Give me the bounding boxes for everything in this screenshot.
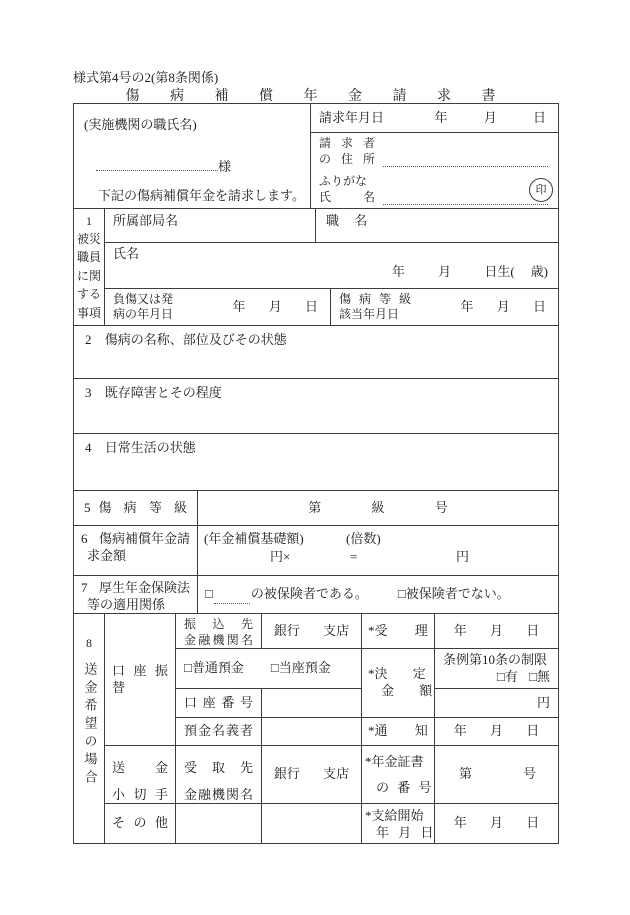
kettei-yen-cell: 円 [435, 689, 558, 718]
deposit-type-cell [176, 649, 362, 689]
sonota-cell [105, 804, 176, 843]
blank-cell-2 [262, 804, 362, 843]
section8-label-cell [74, 614, 105, 843]
shikyu-kaishi-cell: *支給開始 年 月 日 [362, 804, 435, 843]
futsu-yokin-checkbox[interactable]: □普通預金 [184, 660, 244, 676]
request-date-cell [311, 104, 558, 133]
section1-label-cell [74, 209, 105, 326]
request-date-label: 請求年月日 [319, 109, 385, 125]
section5-content: 第 級 号 [308, 499, 448, 515]
multiplier-label: (倍数) [346, 531, 381, 546]
injury-date-cell [105, 289, 331, 326]
insured-yes-checkbox[interactable]: □ [205, 586, 213, 602]
section5-content-cell [198, 491, 558, 526]
furikae-label: 口 座 振 替 [112, 662, 168, 695]
uketorisaki-cell: 受 取 先 金融機関名 [176, 746, 262, 804]
sokin-kogitte-cell: 送 金 小 切 手 [105, 746, 176, 804]
yen-label: 円 [456, 549, 470, 564]
section6-number: 6 [81, 531, 88, 546]
account-number-value-cell[interactable] [262, 689, 362, 718]
section7-number: 7 [81, 580, 88, 595]
request-statement: 下記の傷病補償年金を請求します。 [98, 187, 305, 203]
request-date-ymd: 年 月 日 [434, 109, 546, 125]
section3-title: 既存障害とその程度 [104, 385, 222, 400]
claimant-address-row [311, 133, 558, 170]
section7-label-cell: 7 厚生年金保険法 等の適用関係 [74, 576, 198, 614]
sonota-label: そ の 他 [112, 815, 168, 831]
injury-date-label: 負傷又は発 病の年月日 [113, 291, 174, 321]
name-label: 氏 名 [319, 189, 375, 204]
section7-content-cell [198, 576, 558, 614]
grade-date-ymd: 年 月 日 [460, 298, 546, 314]
section4-cell [74, 434, 558, 491]
blank-cell-1 [176, 804, 262, 843]
insured-no-checkbox[interactable]: □被保険者でない。 [397, 586, 510, 602]
section3-cell [74, 379, 558, 434]
section8-number: 8 [86, 636, 92, 650]
cert-number-prefix: 第 [459, 766, 473, 782]
tsuchi-ymd-cell: 年 月 日 [435, 718, 558, 746]
cert-number-cell [435, 746, 558, 804]
section6-content-cell [198, 526, 558, 576]
seal-mark: 印 [529, 178, 553, 202]
injury-date-ymd: 年 月 日 [232, 298, 318, 314]
grade-date-cell [331, 289, 558, 326]
insured-type-fill[interactable] [214, 588, 250, 604]
toza-yokin-checkbox[interactable]: □当座預金 [270, 660, 331, 676]
form-number: 様式第4号の2(第8条関係) [73, 70, 219, 85]
pension-cert-cell: *年金証書 の 番 号 [362, 746, 435, 804]
claimant-address-fill[interactable] [383, 151, 548, 167]
juri-cell [362, 614, 435, 649]
base-amount-label: (年金補償基礎額) [204, 531, 304, 546]
bank-branch-cell-1: 銀行 支店 [262, 614, 362, 649]
section5-label-cell [74, 491, 198, 526]
addressee-line [96, 155, 310, 176]
section6-label-cell: 6 傷病補償年金請 求金額 [74, 526, 198, 576]
section1-number: 1 [86, 214, 92, 228]
agency-label: (実施機関の職氏名) [84, 117, 197, 132]
section4-title: 日常生活の状態 [104, 440, 196, 455]
agency-cell [74, 104, 311, 209]
claimant-address-label: 請 求 者 の 住 所 [319, 136, 375, 166]
grade-date-label: 傷 病 等 級 該当年月日 [339, 291, 411, 321]
claimant-name-row [311, 170, 558, 207]
furigana-label: ふりがな [319, 174, 368, 188]
kettei-cell: *決 定 金 額 [362, 649, 435, 718]
department-cell [105, 209, 316, 243]
section5-label: 傷 病 等 級 [98, 499, 187, 515]
jorei-no-checkbox[interactable]: □無 [529, 668, 550, 684]
bank-branch-cell-2: 銀行 支店 [262, 746, 362, 804]
claimant-name-fill[interactable] [383, 189, 548, 205]
claimant-name-label [319, 174, 375, 207]
juri-label: *受 理 [368, 622, 428, 638]
employee-name-cell [105, 243, 558, 289]
equals-sign: = [350, 549, 358, 564]
form-table [73, 103, 559, 844]
section4-number: 4 [85, 440, 92, 455]
department-label: 所属部局名 [113, 213, 179, 228]
section3-number: 3 [85, 385, 92, 400]
section2-title: 傷病の名称、部位及びその状態 [104, 332, 287, 347]
account-number-label-cell: 口 座 番 号 [176, 689, 262, 718]
insured-yes-label: の被保険者である。 [250, 586, 368, 602]
position-label: 職 名 [326, 213, 368, 228]
jorei-label: 条例第10条の制限 [443, 652, 548, 667]
section2-number: 2 [85, 332, 92, 347]
addressee-fill[interactable] [96, 155, 218, 171]
position-cell [316, 209, 558, 243]
jorei-yes-checkbox[interactable]: □有 [497, 668, 518, 684]
yen-times: 円× [270, 549, 291, 564]
section1-label: 被災 職員 に関 する 事項 [76, 231, 101, 320]
section5-number: 5 [84, 499, 91, 515]
jorei-options [435, 669, 558, 686]
cert-number-suffix: 号 [522, 766, 536, 782]
form-title: 傷 病 補 償 年 金 請 求 書 [125, 89, 505, 104]
addressee-suffix: 様 [218, 158, 232, 174]
account-holder-value-cell[interactable] [262, 718, 362, 746]
furikomisaki-cell: 振 込 先 金融機関名 [176, 614, 262, 649]
section8-vertical-label: 送金希望の場合 [82, 661, 98, 788]
juri-ymd-cell: 年 月 日 [435, 614, 558, 649]
shikyu-ymd-cell: 年 月 日 [453, 815, 540, 831]
employee-name-label: 氏名 [113, 246, 140, 261]
jorei-cell [435, 649, 558, 689]
claimant-cell [311, 133, 558, 209]
birthdate-line: 年 月 日生( 歳) [391, 264, 548, 279]
furikae-group-cell [105, 614, 176, 746]
account-holder-label-cell: 預金名義者 [176, 718, 262, 746]
section2-cell [74, 326, 558, 379]
tsuchi-cell: *通 知 [362, 718, 435, 746]
